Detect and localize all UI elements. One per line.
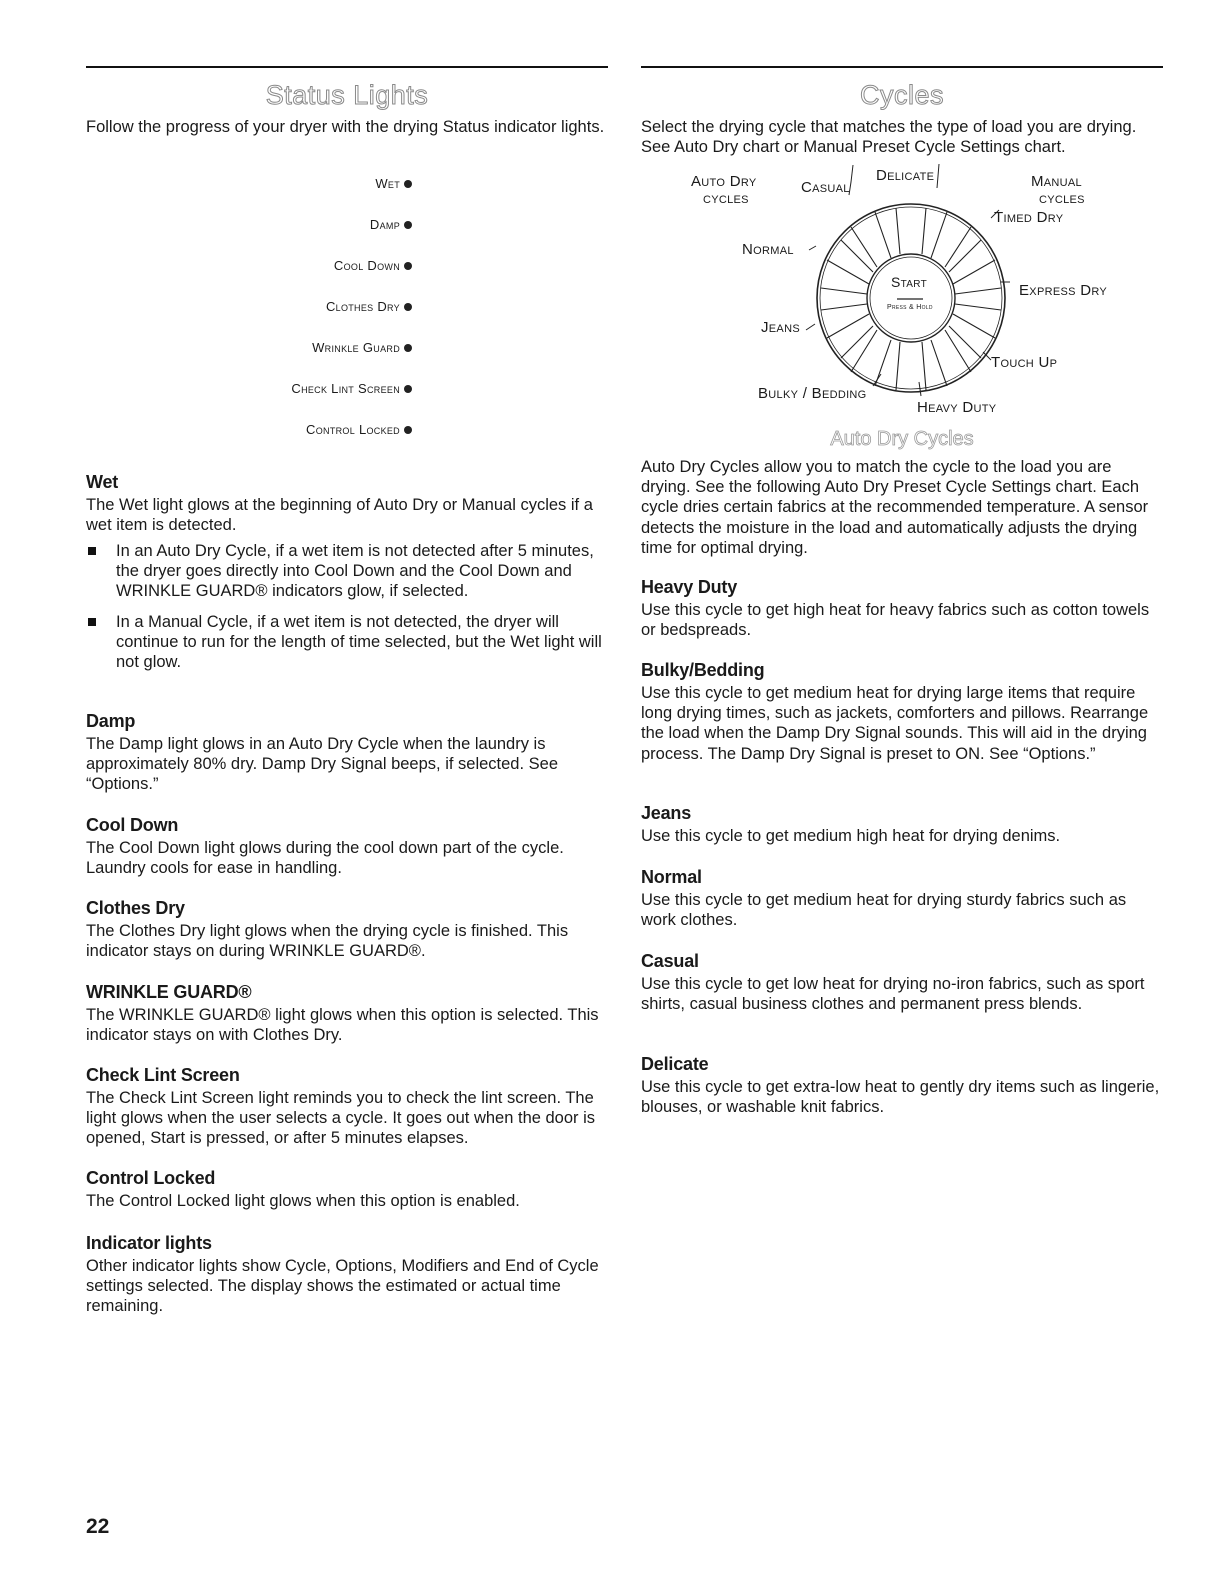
light-cool-down: Cool Down — [334, 258, 412, 273]
label-timed-dry: Timed Dry — [994, 209, 1064, 226]
heading-heavy-duty: Heavy Duty — [641, 577, 738, 597]
indicator-dot-icon — [404, 426, 412, 434]
body-cool-down: The Cool Down light glows during the cool down part of the cycle. Laundry cools for ease in handling. — [86, 839, 564, 878]
heading-wet: Wet — [86, 472, 119, 492]
auto-dry-cycles-title: Auto Dry Cycles — [830, 428, 974, 450]
light-damp: Damp — [370, 217, 412, 232]
label-express-dry: Express Dry — [1019, 282, 1108, 299]
cycles-intro: Select the drying cycle that matches the type of load you are drying. See Auto Dry chart or Manual Preset Cycle Settings chart. — [641, 118, 1137, 157]
heading-bulky-bedding: Bulky/Bedding — [641, 660, 765, 680]
heading-jeans: Jeans — [641, 803, 692, 823]
label-manual: Manual — [1031, 173, 1082, 190]
body-check-lint-screen: The Check Lint Screen light reminds you to check the lint screen. The light glows when the user selects a cycle. It goes out when the door is opened, Start is pressed, or after 5 minutes elapses. — [86, 1089, 596, 1148]
heading-delicate: Delicate — [641, 1054, 709, 1074]
cycle-dial-diagram — [641, 160, 1163, 422]
heading-damp: Damp — [86, 711, 136, 731]
label-auto-dry-cycles: cycles — [703, 190, 749, 207]
body-wrinkle-guard: The WRINKLE GUARD® light glows when this option is selected. This indicator stays on with Clothes Dry. — [86, 1006, 599, 1045]
press-hold-label: Press & Hold — [887, 304, 933, 311]
light-wrinkle-guard: Wrinkle Guard — [312, 340, 412, 355]
label-jeans: Jeans — [761, 319, 800, 336]
body-delicate: Use this cycle to get extra-low heat to gently dry items such as lingerie, blouses, or washable knit fabrics. — [641, 1078, 1160, 1117]
body-bulky-bedding: Use this cycle to get medium heat for drying large items that require long drying times, such as jackets, comforters and pillows. Rearrange the load when the Damp Dry Signal sounds. This will aid in the drying process. The Damp Dry Signal is preset to ON. See “Options.” — [641, 684, 1149, 763]
heading-control-locked: Control Locked — [86, 1168, 216, 1188]
cycles-title: Cycles — [859, 80, 944, 110]
start-button-label: Start — [891, 274, 928, 290]
body-jeans: Use this cycle to get medium high heat for drying denims. — [641, 827, 1061, 845]
body-casual: Use this cycle to get low heat for drying no-iron fabrics, such as sport shirts, casual business clothes and permanent press blends. — [641, 975, 1145, 1014]
heading-casual: Casual — [641, 951, 699, 971]
heading-check-lint-screen: Check Lint Screen — [86, 1065, 240, 1085]
page-number: 22 — [86, 1515, 110, 1538]
label-touch-up: Touch Up — [991, 354, 1058, 371]
heading-normal: Normal — [641, 867, 702, 887]
light-control-locked: Control Locked — [306, 422, 412, 437]
body-indicator-lights: Other indicator lights show Cycle, Options, Modifiers and End of Cycle settings selected. The display shows the estimated or actual time remaining. — [86, 1257, 599, 1316]
auto-dry-intro: Auto Dry Cycles allow you to match the cycle to the load you are drying. See the following Auto Dry Preset Cycle Settings chart. Each cycle dries certain fabrics at the recommended temperature. A sensor detects the moisture in the load and automatically adjusts the drying time for optimal drying. — [641, 458, 1149, 557]
indicator-dot-icon — [404, 180, 412, 188]
label-casual: Casual — [801, 179, 850, 196]
body-heavy-duty: Use this cycle to get high heat for heavy fabrics such as cotton towels or bedspreads. — [641, 601, 1150, 640]
label-manual-cycles: cycles — [1039, 190, 1085, 207]
label-auto-dry: Auto Dry — [691, 173, 757, 190]
indicator-dot-icon — [404, 221, 412, 229]
body-normal: Use this cycle to get medium heat for drying sturdy fabrics such as work clothes. — [641, 891, 1127, 930]
light-wet: Wet — [375, 176, 412, 191]
label-bulky-bedding: Bulky / Bedding — [758, 385, 867, 402]
heading-indicator-lights: Indicator lights — [86, 1233, 212, 1253]
body-control-locked: The Control Locked light glows when this option is enabled. — [86, 1192, 520, 1210]
body-clothes-dry: The Clothes Dry light glows when the drying cycle is finished. This indicator stays on during WRINKLE GUARD®. — [86, 922, 569, 961]
status-lights-title: Status Lights — [265, 80, 429, 110]
body-wet: The Wet light glows at the beginning of Auto Dry or Manual cycles if a wet item is detected. — [86, 496, 593, 535]
indicator-dot-icon — [404, 385, 412, 393]
list-item: In an Auto Dry Cycle, if a wet item is not detected after 5 minutes, the dryer goes directly into Cool Down and the Cool Down and WRINKLE GUARD® indicators glow, if selected. — [86, 541, 608, 602]
heading-clothes-dry: Clothes Dry — [86, 898, 185, 918]
wet-bullet-list — [86, 541, 608, 682]
indicator-dot-icon — [404, 344, 412, 352]
indicator-dot-icon — [404, 262, 412, 270]
light-check-lint-screen: Check Lint Screen — [291, 381, 412, 396]
indicator-dot-icon — [404, 303, 412, 311]
heading-wrinkle-guard: WRINKLE GUARD® — [86, 982, 252, 1002]
light-clothes-dry: Clothes Dry — [326, 299, 412, 314]
status-lights-intro: Follow the progress of your dryer with the drying Status indicator lights. — [86, 118, 605, 136]
heading-cool-down: Cool Down — [86, 815, 179, 835]
label-delicate: Delicate — [876, 167, 935, 184]
list-item: In a Manual Cycle, if a wet item is not detected, the dryer will continue to run for the length of time selected, but the Wet light will not glow. — [86, 612, 608, 673]
label-heavy-duty: Heavy Duty — [917, 399, 997, 416]
right-top-rule — [641, 66, 1163, 68]
label-normal: Normal — [742, 241, 794, 258]
left-top-rule — [86, 66, 608, 68]
body-damp: The Damp light glows in an Auto Dry Cycle when the laundry is approximately 80% dry. Damp Dry Signal beeps, if selected. See “Options.” — [86, 735, 559, 794]
